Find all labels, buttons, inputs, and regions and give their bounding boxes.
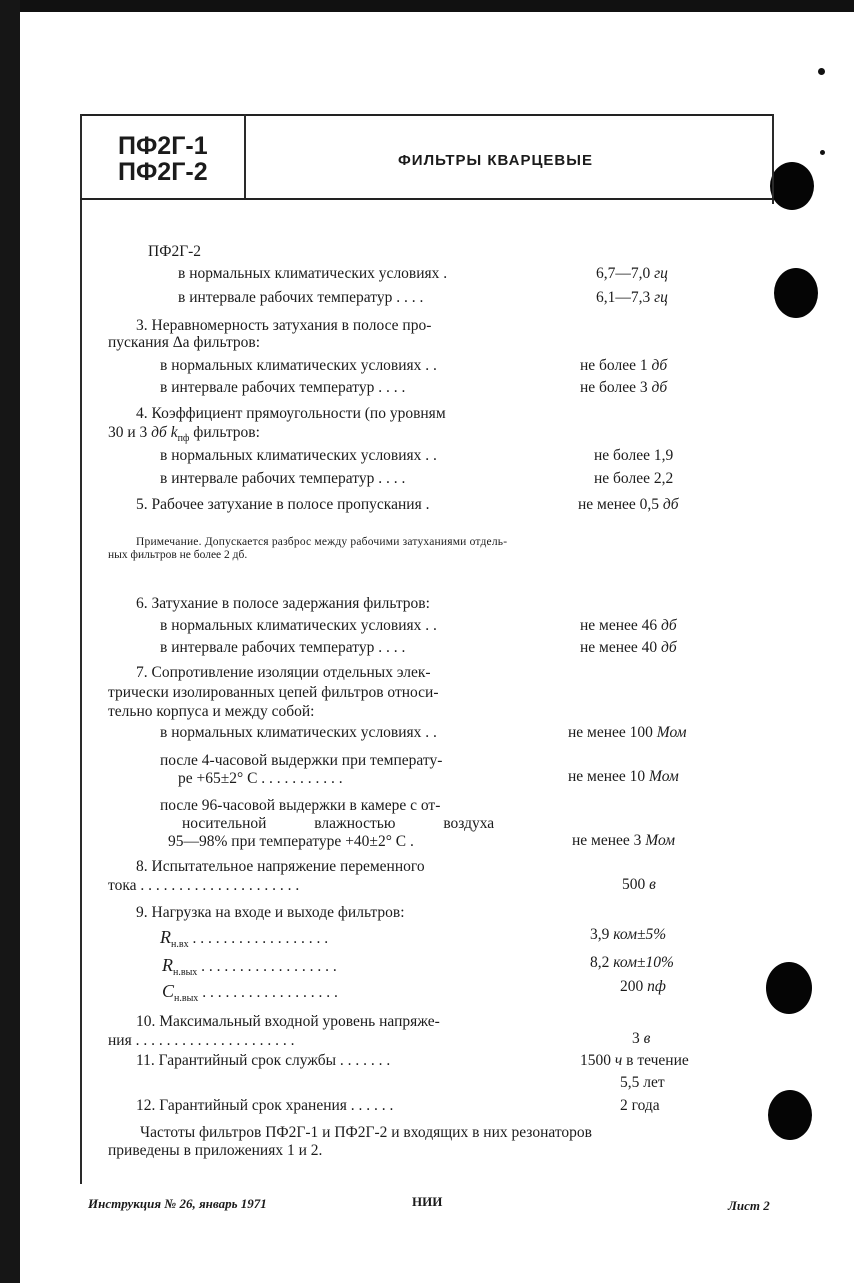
product-code-2: ПФ2Г-2: [118, 158, 208, 186]
load-row: $R_{н.вых}$ . . . . . . . . . . . . . . . . . .: [162, 955, 337, 979]
ink-blot: [774, 268, 818, 318]
spec-row-value: 1500 ч в течение: [580, 1052, 689, 1069]
spec-row-text: в нормальных климатических условиях . .: [160, 447, 437, 464]
ink-blot: [770, 162, 814, 210]
item-6-heading: 6. Затухание в полосе задержания фильтров:: [136, 595, 430, 612]
spec-row-value: не более 1,9: [594, 447, 674, 464]
spec-row-text: тока . . . . . . . . . . . . . . . . . . . . .: [108, 877, 300, 894]
item-7-heading-cont: трически изолированных цепей фильтров относи-: [108, 684, 439, 701]
footer-sheet: Лист 2: [728, 1198, 770, 1213]
load-row: $R_{н.вх}$ . . . . . . . . . . . . . . . . . .: [160, 927, 329, 951]
spec-row-text: ре +65±2° С . . . . . . . . . . .: [178, 770, 343, 787]
spec-row-text: в нормальных климатических условиях . .: [160, 357, 437, 374]
item-3-heading-cont: пускания Δa фильтров:: [108, 334, 261, 351]
page-title: ФИЛЬТРЫ КВАРЦЕВЫЕ: [398, 152, 593, 169]
item-8-heading: 8. Испытательное напряжение переменного: [136, 858, 425, 875]
section-label: ПФ2Г-2: [148, 243, 202, 260]
spec-row-value: 3,9 ком±5%: [590, 926, 667, 943]
footer-org: НИИ: [412, 1194, 443, 1209]
item-9-heading: 9. Нагрузка на входе и выходе фильтров:: [136, 904, 405, 921]
spec-row-text: в нормальных климатических условиях . .: [160, 617, 437, 634]
frame-right-line: [772, 114, 774, 204]
spec-row-text: после 4-часовой выдержки при температу-: [160, 752, 443, 769]
item-11-text: 11. Гарантийный срок службы . . . . . . .: [136, 1052, 391, 1069]
spec-row-value: не более 1 дб: [580, 357, 668, 374]
item-10-heading: 10. Максимальный входной уровень напряже-: [136, 1013, 440, 1030]
footer-instruction: Инструкция № 26, январь 1971: [88, 1196, 267, 1211]
item-7-heading-cont: тельно корпуса и между собой:: [108, 703, 315, 720]
ink-blot: [768, 1090, 812, 1140]
ink-dot: [820, 150, 825, 155]
spec-row-text: в интервале рабочих температур . . . .: [160, 639, 406, 656]
frame-top-line: [80, 114, 774, 116]
item-3-heading: 3. Неравномерность затухания в полосе про-: [136, 317, 432, 334]
item-5-text: 5. Рабочее затухание в полосе пропускания .: [136, 496, 430, 513]
spec-row-value: 8,2 ком±10%: [590, 954, 674, 971]
closing-paragraph-cont: приведены в приложениях 1 и 2.: [108, 1142, 323, 1159]
spec-row-value: 200 пф: [620, 978, 666, 995]
spec-row-value: не менее 46 дб: [580, 617, 677, 634]
spec-row-value: 2 года: [620, 1097, 660, 1114]
spec-row-value: 6,7—7,0 гц: [596, 265, 668, 282]
item-7-heading: 7. Сопротивление изоляции отдельных элек-: [136, 664, 431, 681]
item-12-text: 12. Гарантийный срок хранения . . . . . .: [136, 1097, 394, 1114]
spec-row-value: не менее 100 Мом: [568, 724, 687, 741]
spec-row-value: 3 в: [632, 1030, 651, 1047]
spec-row-value: не менее 3 Мом: [572, 832, 676, 849]
scan-edge-top: [0, 0, 854, 12]
spec-row-text: после 96-часовой выдержки в камере с от-: [160, 797, 441, 814]
spec-row-value: не более 2,2: [594, 470, 674, 487]
spec-row-text: ния . . . . . . . . . . . . . . . . . . . . .: [108, 1032, 295, 1049]
item-4-heading: 4. Коэффициент прямоугольности (по уровням: [136, 405, 446, 422]
spec-row-text: в нормальных климатических условиях . .: [160, 724, 437, 741]
header-bottom-line: [80, 198, 774, 200]
spec-row-value: не менее 10 Мом: [568, 768, 679, 785]
spec-row-text: в интервале рабочих температур . . . .: [160, 379, 406, 396]
ink-blot: [766, 962, 812, 1014]
spec-row-text: в интервале рабочих температур . . . .: [178, 289, 424, 306]
item-4-heading-cont: 30 и 3 дб $k_{пф}$ фильтров:: [108, 424, 260, 445]
ink-dot: [818, 68, 825, 75]
spec-row-value: не более 3 дб: [580, 379, 668, 396]
load-row: $C_{н.вых}$ . . . . . . . . . . . . . . . . . .: [162, 981, 338, 1005]
spec-row-text: носительной влажностью воздуха: [182, 815, 495, 832]
closing-paragraph: Частоты фильтров ПФ2Г-1 и ПФ2Г-2 и входящих в них резонаторов: [140, 1124, 593, 1141]
spec-row-text: 95—98% при температуре +40±2° С .: [168, 833, 414, 850]
frame-left-line: [80, 114, 82, 1184]
spec-row-value: 6,1—7,3 гц: [596, 289, 668, 306]
product-code-1: ПФ2Г-1: [118, 132, 208, 160]
note-line: Примечание. Допускается разброс между рабочими затуханиями отдель-: [136, 536, 508, 548]
header-divider: [244, 114, 246, 200]
spec-row-value: не менее 0,5 дб: [578, 496, 679, 513]
spec-row-text: в нормальных климатических условиях .: [178, 265, 448, 282]
scan-edge-left: [0, 0, 20, 1283]
note-line: ных фильтров не более 2 дб.: [108, 549, 248, 561]
spec-row-text: в интервале рабочих температур . . . .: [160, 470, 406, 487]
spec-row-value-cont: 5,5 лет: [620, 1074, 665, 1091]
spec-row-value: не менее 40 дб: [580, 639, 677, 656]
spec-row-value: 500 в: [622, 876, 656, 893]
